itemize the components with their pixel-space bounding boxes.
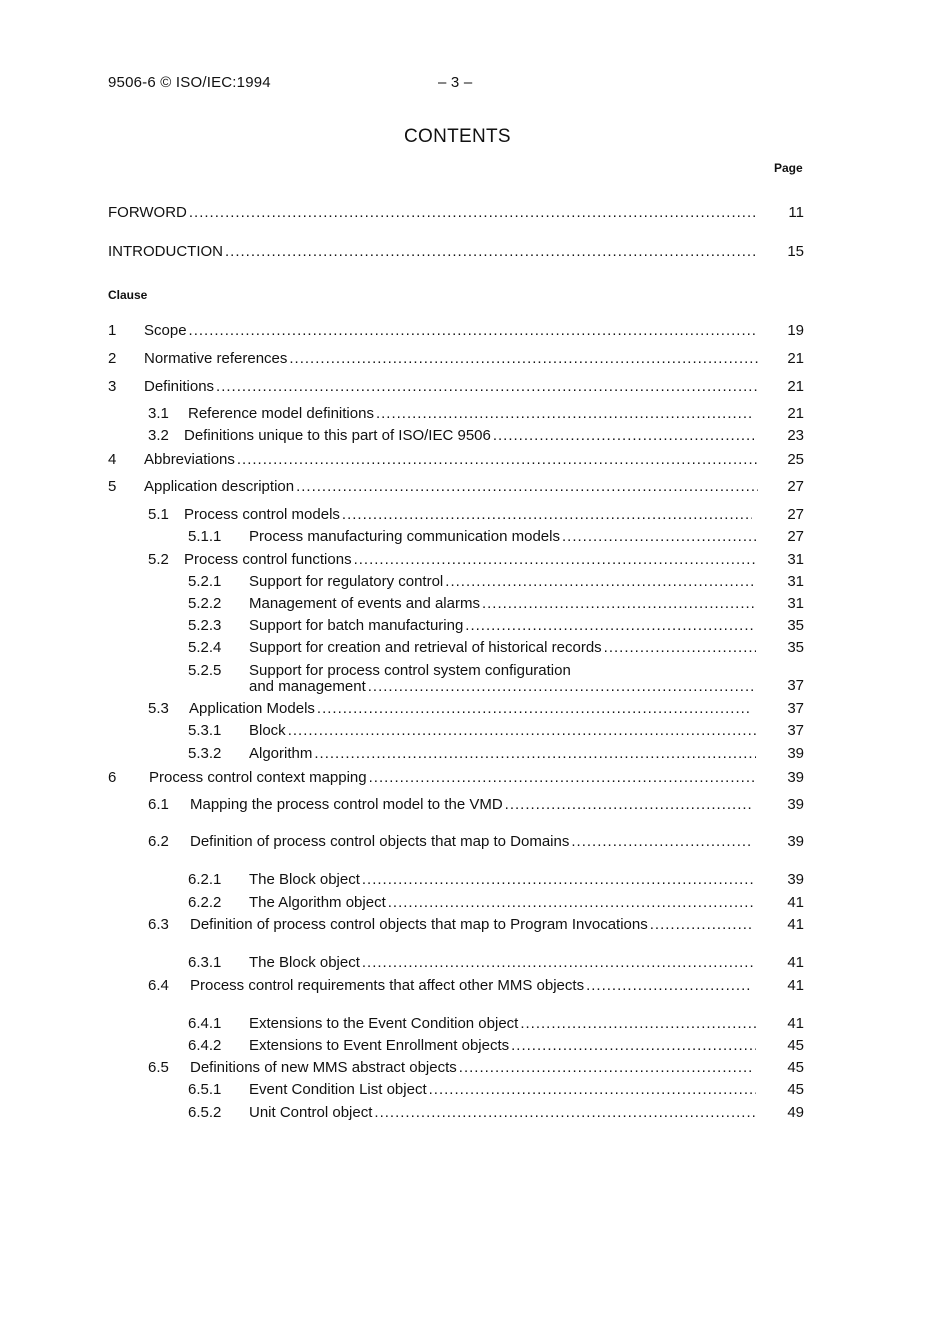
toc-entry-number: 6.1 bbox=[148, 796, 169, 813]
leader-dots bbox=[604, 638, 756, 658]
toc-entry-page: 39 bbox=[787, 745, 804, 762]
leader-dots bbox=[317, 699, 752, 719]
toc-entry-page: 41 bbox=[787, 894, 804, 911]
toc-entry-number: 5.2.5 bbox=[188, 662, 222, 679]
toc-entry-5-2-2[interactable] bbox=[188, 594, 758, 614]
toc-entry-6-2-1[interactable] bbox=[188, 870, 758, 890]
clause-column-label: Clause bbox=[108, 288, 148, 302]
toc-entry-page: 37 bbox=[787, 700, 804, 717]
page-title: CONTENTS bbox=[404, 126, 511, 147]
toc-entry-3[interactable] bbox=[108, 377, 760, 397]
toc-entry-5-1-1[interactable] bbox=[188, 527, 758, 547]
toc-entry-page: 39 bbox=[787, 833, 804, 850]
toc-entry-6-1[interactable] bbox=[148, 795, 754, 815]
toc-entry-5-3[interactable] bbox=[148, 699, 754, 719]
toc-entry-number: 6.5.2 bbox=[188, 1104, 222, 1121]
leader-dots bbox=[520, 1014, 756, 1034]
toc-entry-6-5-2[interactable] bbox=[188, 1103, 758, 1123]
toc-entry-page: 39 bbox=[787, 871, 804, 888]
toc-entry-4[interactable] bbox=[108, 450, 760, 470]
toc-entry-text: Support for creation and retrieval of historical records bbox=[249, 639, 602, 656]
toc-entry-number: 4 bbox=[108, 451, 117, 468]
toc-entry-text: Mapping the process control model to the VMD bbox=[190, 796, 503, 813]
toc-entry-number: 5.2.3 bbox=[188, 617, 222, 634]
toc-entry-number: 5.3 bbox=[148, 700, 169, 717]
toc-entry-6-2[interactable] bbox=[148, 832, 754, 852]
toc-entry-number: 6 bbox=[108, 769, 117, 786]
toc-entry-forword[interactable] bbox=[108, 203, 760, 223]
toc-entry-text: Support for batch manufacturing bbox=[249, 617, 464, 634]
toc-entry-text: Process control context mapping bbox=[149, 769, 367, 786]
toc-entry-text: Support for process control system configuration bbox=[249, 662, 571, 679]
toc-entry-page: 41 bbox=[787, 977, 804, 994]
leader-dots bbox=[225, 242, 758, 262]
toc-entry-page: 21 bbox=[787, 350, 804, 367]
leader-dots bbox=[189, 321, 758, 341]
toc-entry-text: Extensions to the Event Condition object bbox=[249, 1015, 519, 1032]
leader-dots bbox=[314, 744, 756, 764]
toc-entry-number: 5.3.2 bbox=[188, 745, 222, 762]
toc-entry-number: 6.2.1 bbox=[188, 871, 222, 888]
toc-entry-text: Process control models bbox=[184, 506, 340, 523]
leader-dots bbox=[362, 870, 756, 890]
toc-entry-6[interactable] bbox=[108, 768, 758, 788]
leader-dots bbox=[216, 377, 758, 397]
toc-entry-number: 5.1.1 bbox=[188, 528, 222, 545]
toc-entry-number: 5.2.2 bbox=[188, 595, 222, 612]
toc-entry-6-4[interactable] bbox=[148, 976, 754, 996]
toc-entry-text: The Block object bbox=[249, 871, 360, 888]
leader-dots bbox=[369, 768, 756, 788]
toc-entry-number: 6.3.1 bbox=[188, 954, 222, 971]
toc-entry-text: Application Models bbox=[189, 700, 315, 717]
toc-entry-number: 6.5 bbox=[148, 1059, 169, 1076]
toc-entry-text: Definition of process control objects that map to Program Invocations bbox=[190, 916, 648, 933]
leader-dots bbox=[482, 594, 756, 614]
leader-dots bbox=[289, 349, 758, 369]
toc-entry-text: Application description bbox=[144, 478, 295, 495]
toc-entry-2[interactable] bbox=[108, 349, 760, 369]
toc-entry-number: 6.4 bbox=[148, 977, 169, 994]
toc-entry-5-2-5-continuation[interactable] bbox=[249, 677, 758, 697]
toc-entry-page: 21 bbox=[787, 405, 804, 422]
leader-dots bbox=[189, 203, 758, 223]
toc-entry-number: 6.3 bbox=[148, 916, 169, 933]
toc-entry-5-2-4[interactable] bbox=[188, 638, 758, 658]
toc-entry-text: Abbreviations bbox=[144, 451, 235, 468]
toc-entry-text: Unit Control object bbox=[249, 1104, 373, 1121]
toc-entry-page: 37 bbox=[787, 722, 804, 739]
toc-entry-text: Algorithm bbox=[249, 745, 313, 762]
toc-entry-introduction[interactable] bbox=[108, 242, 760, 262]
toc-entry-text: Reference model definitions bbox=[188, 405, 374, 422]
toc-entry-5-1[interactable] bbox=[148, 505, 754, 525]
toc-entry-number: 6.4.1 bbox=[188, 1015, 222, 1032]
toc-entry-page: 35 bbox=[787, 617, 804, 634]
leader-dots bbox=[511, 1036, 756, 1056]
toc-entry-6-3-1[interactable] bbox=[188, 953, 758, 973]
toc-entry-number: 5.1 bbox=[148, 506, 169, 523]
toc-entry-page: 27 bbox=[787, 478, 804, 495]
toc-entry-text: The Block object bbox=[249, 954, 360, 971]
toc-entry-6-5-1[interactable] bbox=[188, 1080, 758, 1100]
leader-dots bbox=[429, 1080, 756, 1100]
leader-dots bbox=[650, 915, 752, 935]
toc-entry-5-3-1[interactable] bbox=[188, 721, 758, 741]
toc-entry-5-3-2[interactable] bbox=[188, 744, 758, 764]
toc-entry-number: 5.2.4 bbox=[188, 639, 222, 656]
leader-dots bbox=[376, 404, 754, 424]
toc-entry-text: INTRODUCTION bbox=[108, 243, 223, 260]
toc-entry-number: 5.3.1 bbox=[188, 722, 222, 739]
leader-dots bbox=[388, 893, 756, 913]
toc-entry-page: 27 bbox=[787, 528, 804, 545]
toc-entry-6-2-2[interactable] bbox=[188, 893, 758, 913]
toc-entry-6-4-1[interactable] bbox=[188, 1014, 758, 1034]
toc-entry-page: 21 bbox=[787, 378, 804, 395]
toc-entry-text-continued: and management bbox=[249, 678, 366, 695]
leader-dots bbox=[374, 1103, 756, 1123]
leader-dots bbox=[571, 832, 752, 852]
toc-entry-number: 3 bbox=[108, 378, 117, 395]
toc-entry-number: 5 bbox=[108, 478, 117, 495]
toc-entry-page: 25 bbox=[787, 451, 804, 468]
toc-entry-number: 5.2.1 bbox=[188, 573, 222, 590]
leader-dots bbox=[342, 505, 752, 525]
toc-entry-text: Event Condition List object bbox=[249, 1081, 427, 1098]
toc-entry-5-2[interactable] bbox=[148, 550, 758, 570]
toc-entry-page: 45 bbox=[787, 1037, 804, 1054]
toc-entry-text: Definitions bbox=[144, 378, 215, 395]
toc-entry-page: 31 bbox=[787, 551, 804, 568]
leader-dots bbox=[562, 527, 756, 547]
toc-entry-5[interactable] bbox=[108, 477, 760, 497]
toc-entry-6-5[interactable] bbox=[148, 1058, 754, 1078]
leader-dots bbox=[445, 572, 756, 592]
toc-entry-6-4-2[interactable] bbox=[188, 1036, 758, 1056]
toc-entry-3-1[interactable] bbox=[148, 404, 756, 424]
toc-entry-page: 37 bbox=[787, 677, 804, 694]
toc-entry-number: 3.1 bbox=[148, 405, 169, 422]
toc-entry-number: 6.5.1 bbox=[188, 1081, 222, 1098]
toc-entry-page: 41 bbox=[787, 1015, 804, 1032]
toc-entry-text: Support for regulatory control bbox=[249, 573, 444, 590]
toc-entry-page: 45 bbox=[787, 1081, 804, 1098]
toc-entry-number: 6.2 bbox=[148, 833, 169, 850]
toc-entry-page: 49 bbox=[787, 1104, 804, 1121]
toc-entry-5-2-1[interactable] bbox=[188, 572, 758, 592]
toc-entry-text: Definitions unique to this part of ISO/IEC 9506 bbox=[184, 427, 491, 444]
toc-entry-number: 3.2 bbox=[148, 427, 169, 444]
leader-dots bbox=[505, 795, 752, 815]
toc-entry-number: 6.4.2 bbox=[188, 1037, 222, 1054]
toc-entry-text: Normative references bbox=[144, 350, 288, 367]
toc-entry-text: Process control requirements that affect other MMS objects bbox=[190, 977, 585, 994]
toc-entry-page: 23 bbox=[787, 427, 804, 444]
page-number-marker: – 3 – bbox=[438, 74, 473, 91]
toc-entry-page: 31 bbox=[787, 595, 804, 612]
toc-entry-page: 39 bbox=[787, 769, 804, 786]
toc-entry-text: Extensions to Event Enrollment objects bbox=[249, 1037, 510, 1054]
toc-entry-number: 2 bbox=[108, 350, 117, 367]
leader-dots bbox=[493, 426, 754, 446]
leader-dots bbox=[368, 677, 756, 697]
toc-entry-page: 39 bbox=[787, 796, 804, 813]
toc-entry-text: Process control functions bbox=[184, 551, 352, 568]
toc-entry-number: 6.2.2 bbox=[188, 894, 222, 911]
leader-dots bbox=[237, 450, 758, 470]
leader-dots bbox=[288, 721, 756, 741]
leader-dots bbox=[465, 616, 756, 636]
toc-entry-text: Process manufacturing communication models bbox=[249, 528, 560, 545]
toc-entry-6-3[interactable] bbox=[148, 915, 754, 935]
toc-entry-text: Scope bbox=[144, 322, 187, 339]
toc-entry-number: 5.2 bbox=[148, 551, 169, 568]
document-id: 9506-6 © ISO/IEC:1994 bbox=[108, 74, 271, 91]
toc-entry-page: 41 bbox=[787, 954, 804, 971]
toc-entry-3-2[interactable] bbox=[148, 426, 756, 446]
toc-entry-text: Management of events and alarms bbox=[249, 595, 480, 612]
toc-entry-page: 31 bbox=[787, 573, 804, 590]
toc-entry-page: 11 bbox=[788, 204, 804, 221]
toc-entry-number: 1 bbox=[108, 322, 117, 339]
toc-entry-text: Block bbox=[249, 722, 286, 739]
toc-entry-5-2-3[interactable] bbox=[188, 616, 758, 636]
toc-entry-page: 15 bbox=[787, 243, 804, 260]
toc-entry-text: The Algorithm object bbox=[249, 894, 386, 911]
toc-entry-1[interactable] bbox=[108, 321, 760, 341]
toc-entry-page: 27 bbox=[787, 506, 804, 523]
leader-dots bbox=[459, 1058, 752, 1078]
toc-entry-text: FORWORD bbox=[108, 204, 187, 221]
toc-entry-page: 41 bbox=[787, 916, 804, 933]
toc-entry-page: 35 bbox=[787, 639, 804, 656]
page-column-label: Page bbox=[774, 161, 803, 175]
leader-dots bbox=[296, 477, 758, 497]
toc-entry-text: Definitions of new MMS abstract objects bbox=[190, 1059, 457, 1076]
toc-entry-page: 45 bbox=[787, 1059, 804, 1076]
leader-dots bbox=[362, 953, 756, 973]
leader-dots bbox=[354, 550, 756, 570]
toc-entry-page: 19 bbox=[787, 322, 804, 339]
toc-entry-text: Definition of process control objects that map to Domains bbox=[190, 833, 570, 850]
leader-dots bbox=[586, 976, 752, 996]
